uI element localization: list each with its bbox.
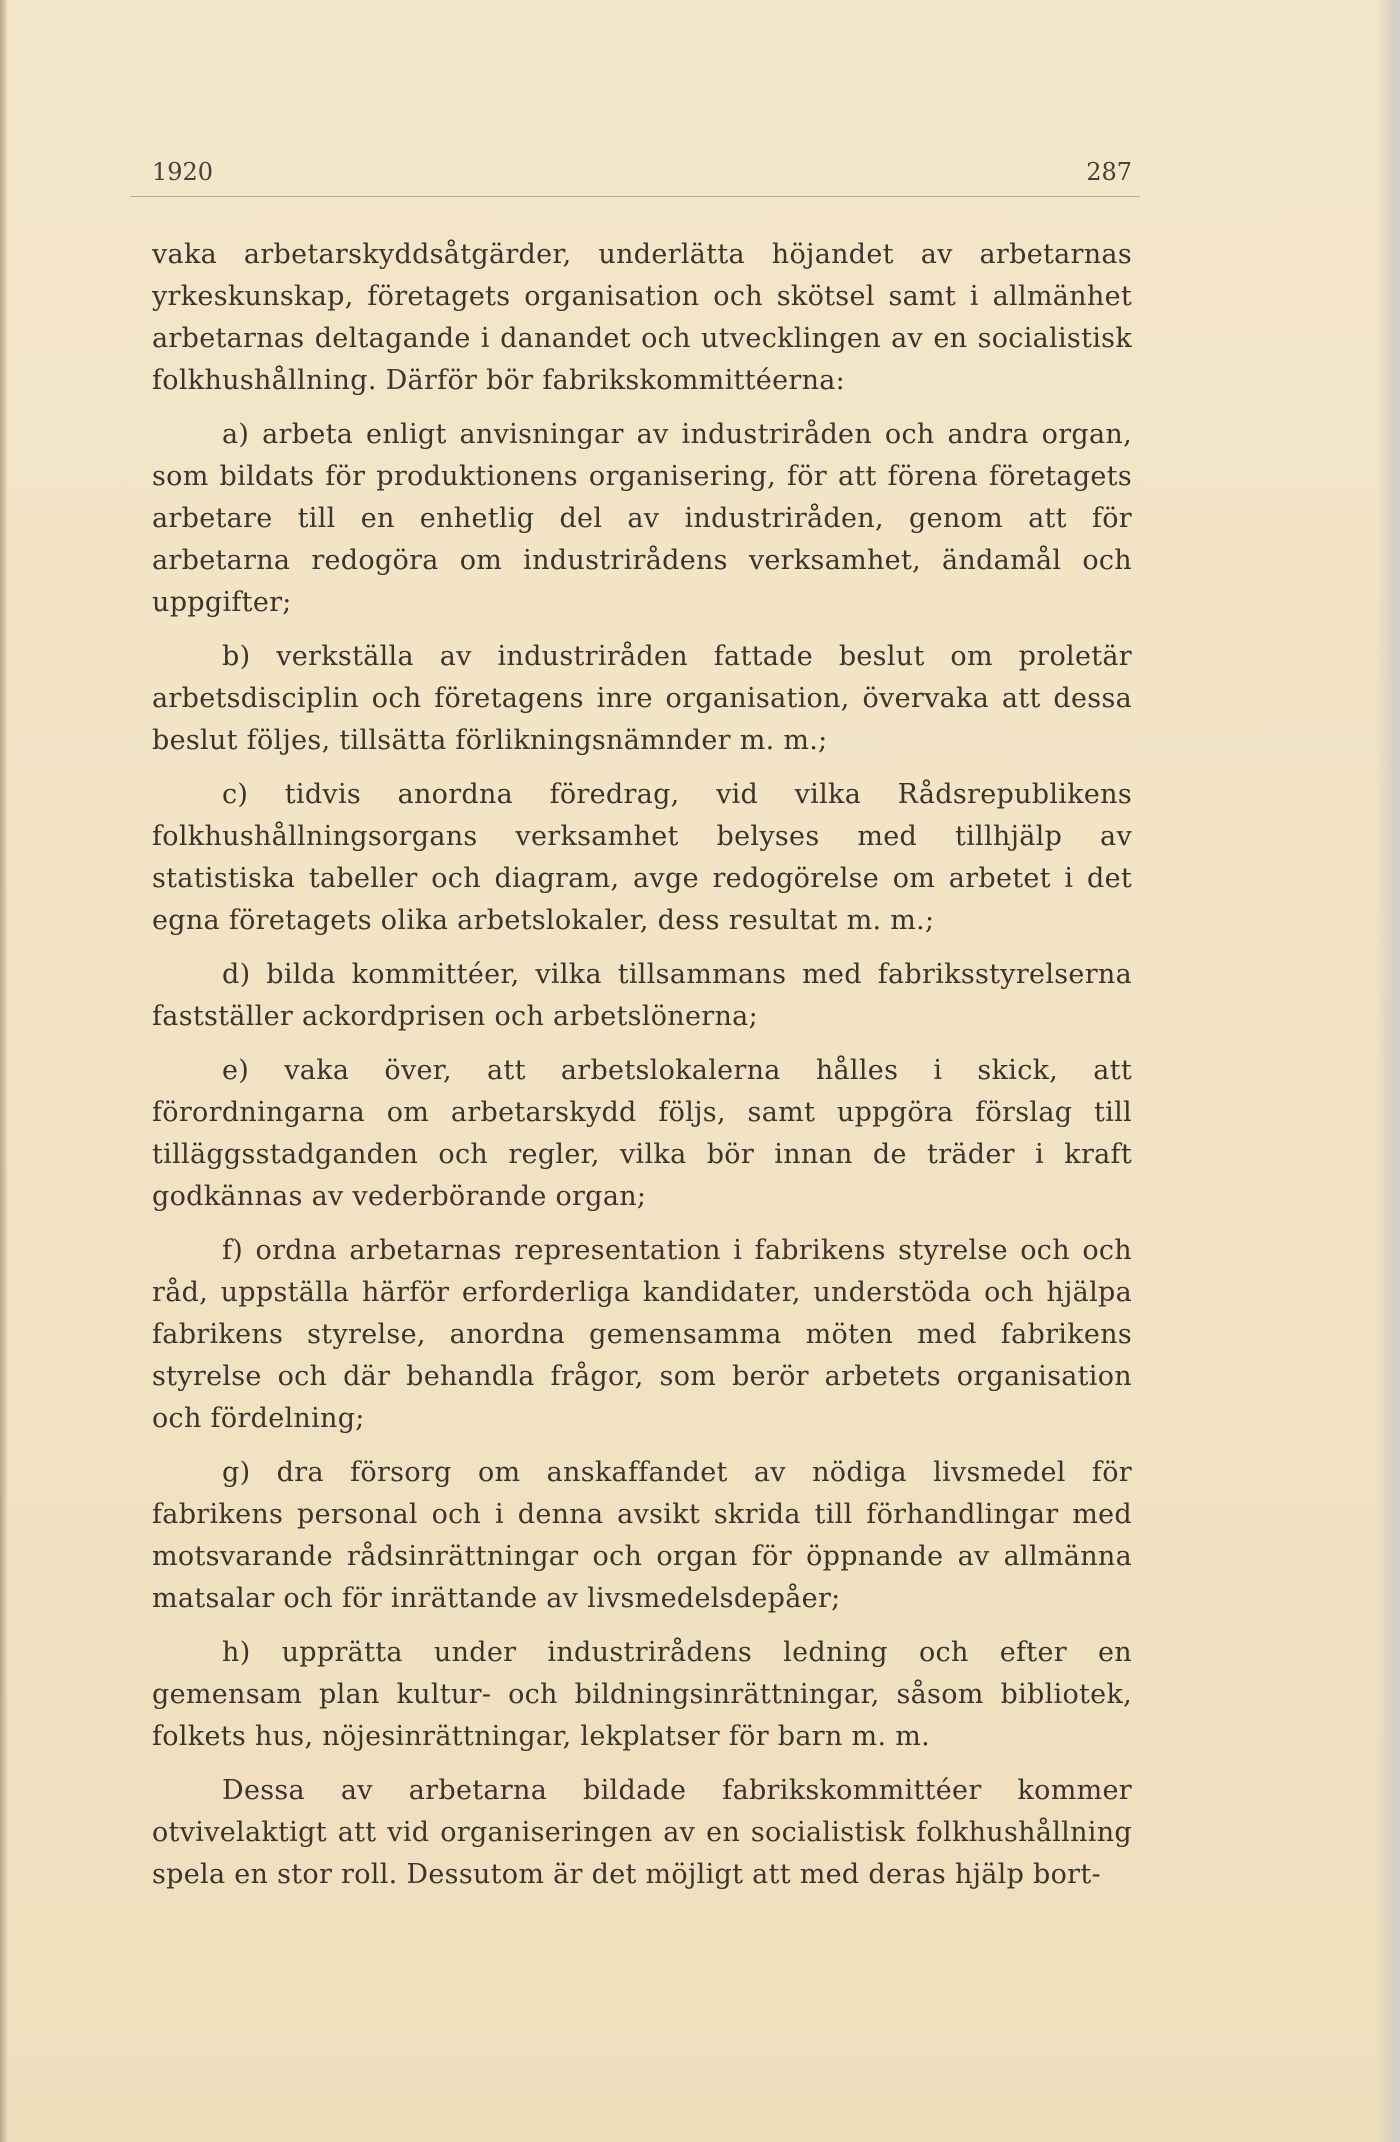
running-header <box>152 158 1132 188</box>
page-right-edge <box>1376 0 1400 2142</box>
list-item-f: f) ordna arbetarnas representation i fabrikens styrelse och och råd, uppställa härför erforderliga kandidater, understöda och hjälpa fabrikens styrelse, anordna gemensamma möten med fabrikens styrelse och där behandla frågor, som berör arbetets organisation och fördelning; <box>152 1235 1132 1434</box>
list-item-h: h) upprätta under industrirådens ledning och efter en gemensam plan kultur- och bildningsinrättningar, såsom bibliotek, folkets hus, nöjesinrättningar, lekplatser för barn m. m. <box>152 1637 1132 1752</box>
page-number: 287 <box>1086 158 1132 186</box>
list-item-d: d) bilda kommittéer, vilka tillsammans med fabriksstyrelserna fastställer ackordprisen och arbetslönerna; <box>152 959 1132 1032</box>
list-item-b: b) verkställa av industriråden fattade beslut om proletär arbetsdisciplin och företagens inre organisation, övervaka att dessa beslut följes, tillsätta förlikningsnämnder m. m.; <box>152 641 1132 756</box>
paragraph-closing: Dessa av arbetarna bildade fabrikskommittéer kommer otvivelaktigt att vid organiseringen av en socialistisk folkhushållning spela en stor roll. Dessutom är det möjligt att med deras hjälp bort- <box>152 1775 1132 1890</box>
list-item-e: e) vaka över, att arbetslokalerna hålles i skick, att förordningarna om arbetarskydd följs, samt uppgöra förslag till tilläggsstadganden och regler, vilka bör innan de träder i kraft godkännas av vederbörande organ; <box>152 1055 1132 1212</box>
list-item-g: g) dra försorg om anskaffandet av nödiga livsmedel för fabrikens personal och i denna avsikt skrida till förhandlingar med motsvarande rådsinrättningar och organ för öppnande av allmänna matsalar och för inrättande av livsmedelsdepåer; <box>152 1457 1132 1614</box>
header-rule <box>130 196 1140 197</box>
paragraph-intro: vaka arbetarskyddsåtgärder, underlätta höjandet av arbetarnas yrkeskunskap, företagets organisation och skötsel samt i allmänhet arbetarnas deltagande i danandet och utvecklingen av en socialistisk folkhushållning. Därför bör fabrikskommittéerna: <box>152 239 1132 396</box>
body-text <box>152 234 1132 1908</box>
list-item-c: c) tidvis anordna föredrag, vid vilka Rådsrepublikens folkhushållningsorgans verksamhet belyses med tillhjälp av statistiska tabeller och diagram, avge redogörelse om arbetet i det egna företagets olika arbetslokaler, dess resultat m. m.; <box>152 779 1132 936</box>
list-item-a: a) arbeta enligt anvisningar av industriråden och andra organ, som bildats för produktionens organisering, för att förena företagets arbetare till en enhetlig del av industriråden, genom att för arbetarna redogöra om industrirådens verksamhet, ändamål och uppgifter; <box>152 419 1132 618</box>
page-left-edge <box>0 0 8 2142</box>
header-year: 1920 <box>152 158 214 186</box>
